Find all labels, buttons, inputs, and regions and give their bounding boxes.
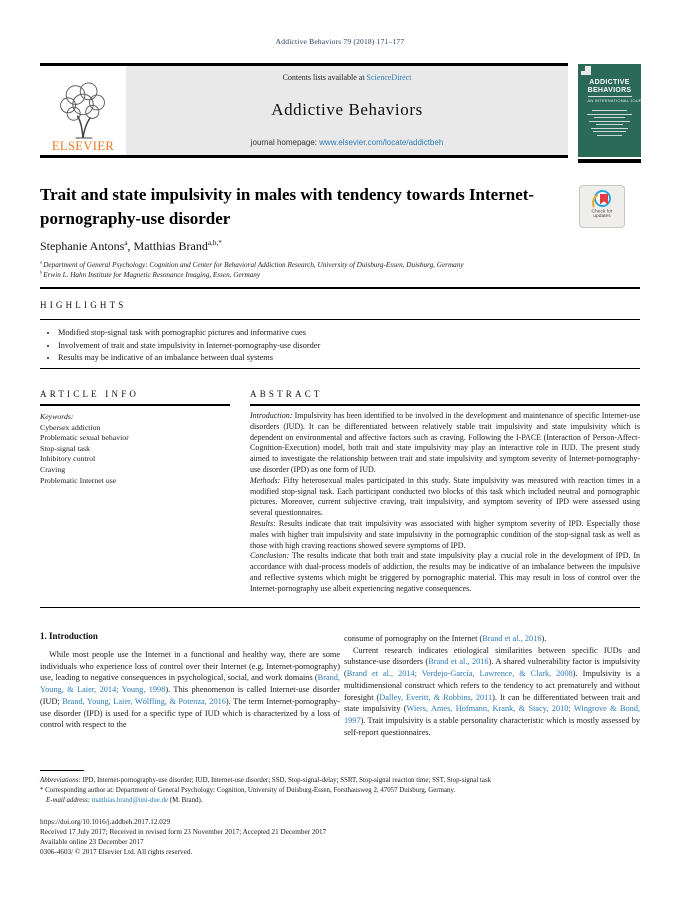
divider [40,404,230,406]
corresponding-author-footnote [40,786,640,795]
elsevier-wordmark: ELSEVIER [51,139,115,153]
text-segment: , Matthias Brand [127,239,208,253]
text-segment: Fifty heterosexual males participated in this study. State impulsivity was measured with reaction times in a modified stop-signal task. Each participant conducted two blocks of this task which included neutral and pornographic pictures. Moreover, current subjective craving, trait impulsivity, and symptom severity of IPD were assessed using several questionnaires. [250,475,640,518]
article-info-heading: ARTICLE INFO [40,389,140,399]
keyword: Craving [40,464,66,474]
text-segment: ). The term Internet-pornography-use disorder (IPD) is used for a specific type of IUD which is characterized by a loss of control with respect to the [40,696,341,730]
keyword: Problematic Internet use [40,475,117,485]
text-segment: Methods: [250,475,284,485]
highlights-list [48,327,628,365]
available-online: Available online 23 December 2017 [40,838,144,846]
text-segment: Results indicate that trait impulsivity was associated with higher symptom severity of IPD. Especially those males with higher trait impulsivity and state impulsivity in the pornographic condition of the stop-signal task as well as those with high craving reactions showed severe symptoms of IPD. [250,518,640,550]
abstract-methods [250,476,640,519]
intro-right-column [344,633,640,738]
text-segment: IPD, Internet-pornography-use disorder; IUD, Internet-use disorder; SSD, Stop-signal-delay; SSRT, Stop-signal reaction time; SST, Stop-signal task [82,777,492,784]
keyword: Problematic sexual behavior [40,433,129,443]
text-segment: a [124,239,128,247]
highlights-heading: HIGHLIGHTS [40,300,127,310]
abstract-body [250,411,640,595]
citation-link[interactable]: Wiers, Ames, Hofmann, Krank, & Stacy, 2010; Wingrove & Bond, 1997 [344,704,641,725]
text-segment: * Corresponding author at: Department of General Psychology: Cognition, University of Duisburg-Essen, Forsthausweg 2, 47057 Duisburg, Germany. [40,787,456,794]
text-segment: Abbreviations: [40,777,83,784]
divider [250,404,640,406]
homepage-prefix: journal homepage: [250,138,320,147]
journal-homepage-link[interactable]: www.elsevier.com/locate/addictbeh [319,138,444,147]
text-segment: Results: [250,518,279,528]
contents-line [130,73,564,82]
check-for-updates-badge[interactable] [579,185,625,228]
intro-left-column [40,649,340,731]
keyword: Inhibitory control [40,454,96,464]
cover-title: ADDICTIVE BEHAVIORS [587,79,632,94]
journal-title: Addictive Behaviors [271,100,423,119]
text-segment: ). It can be differentiated between trait and state impulsivity ( [344,692,640,714]
section-heading-introduction: 1. Introduction [40,631,98,641]
keyword: Stop-signal task [40,443,91,453]
affiliations [40,260,464,280]
keywords-block [40,412,235,486]
doi-link[interactable]: https://doi.org/10.1016/j.addbeh.2017.12.029 [40,818,171,826]
text-segment: ). A shared vulnerability factor is impulsivity ( [344,657,640,679]
elsevier-logo [40,66,126,155]
email-footnote [46,796,646,805]
text-segment: Introduction: [250,411,295,420]
citation-link[interactable]: Brand et al., 2016 [482,634,542,643]
elsevier-tree-icon [55,79,111,141]
text-segment: Impulsivity has been identified to be involved in the development and maintenance of specific Internet-use disorders (IUD). It can be differentiated between relatively stable trait impulsivity and state impulsivity which is dependent on environmental and affective factors such as craving. Following the I-PACE (Interaction of Person-Affect-Cognition-Execution) model, both trait and state impulsivity may play an interactive role in IUD. The present study aimed to investigate the relationship between trait and state impulsivity and symptom severity of Internet-pornography-use disorder (IPD) as one form of IUD. [250,411,640,474]
divider [40,368,640,369]
highlight-item: • Involvement of trait and state impulsivity in Internet-pornography-use disorder [58,340,628,351]
cover-subtitle: AN INTERNATIONAL JOURNAL [587,98,651,103]
text-segment: ). [541,634,547,643]
citation-link[interactable]: matthias.brand@uni-due.de [91,797,169,804]
text-segment: b [40,269,44,275]
citation-link[interactable]: Brand, Young, & Laier, 2014; Young, 1998 [40,673,340,695]
abstract-conclusion [250,551,640,594]
affiliation-b [40,270,464,280]
text-segment: consume of pornography on the Internet ( [344,634,483,643]
text-segment: Department of General Psychology: Cognition and Center for Behavioral Addiction Research, University of Duisburg-Essen, Duisburg, Germany [43,261,464,269]
citation-link[interactable]: Dalley, Everitt, & Robbins, 2011 [379,692,493,702]
abbreviations-footnote [40,776,640,785]
footnote-divider [40,770,84,771]
text-segment: ). This phenomenon is called Internet-use disorder (IUD; [40,685,340,706]
intro-paragraph-continued [344,633,640,645]
highlight-item: • Results may be indicative of an imbalance between dual systems [58,352,628,363]
crossmark-icon [594,190,611,207]
article-title: Trait and state impulsivity in males with tendency towards Internet-pornography-use disorder [40,185,535,228]
citation-link[interactable]: Brand, Young, Laier, Wölfling, & Potenza, 2016 [62,696,226,706]
text-segment: While most people use the Internet in a functional and healthy way, there are some individuals who experience loss of control over their Internet (e.g. Internet-pornography) use, leading to negative consequences in psychological, social, and work domains ( [40,650,340,683]
text-segment: (M. Brand). [168,797,203,804]
text-segment: Conclusion: [250,551,292,561]
highlight-item: • Modified stop-signal task with pornographic pictures and informative cues [58,327,628,338]
intro-paragraph [344,645,640,739]
intro-paragraph [40,649,340,731]
cover-corner-mark-icon [581,66,585,71]
journal-cover-thumbnail[interactable] [578,64,651,157]
text-segment: a,b,* [207,239,222,247]
journal-masthead-banner [40,63,568,158]
abstract-heading: ABSTRACT [250,389,323,399]
divider [40,607,640,608]
text-segment: Erwin L. Hahn Institute for Magnetic Resonance Imaging, Essen, Germany [43,271,261,279]
check-updates-label: Check for updates [591,209,613,220]
divider [40,319,640,320]
bookmark-icon [600,194,608,205]
text-segment: ). Impulsivity is a multidimensional construct which refers to the tendency to act prematurely and without foresight ( [344,669,640,702]
text-segment: The results indicate that both trait and state impulsivity play a crucial role in the development of IPD. In accordance with dual-process models of addiction, the results may be indicative of an imbalance between the impulsive and reflective systems which might be triggered by pornographic material. This may result in loss of control over the Internet-pornography use albeit experiencing negative consequences. [250,551,640,593]
keywords-label: Keywords: [40,412,74,421]
contents-prefix: Contents lists available at [282,73,367,82]
sciencedirect-link[interactable]: ScienceDirect [366,73,412,82]
abstract-introduction [250,411,640,476]
citation-link[interactable]: Brand et al., 2016 [428,657,489,667]
cover-bottom-bar [578,159,641,163]
copyright-line: 0306-4603/ © 2017 Elsevier Ltd. All rights reserved. [40,848,193,856]
abstract-results [250,519,640,551]
affiliation-a [40,260,464,270]
homepage-line [130,138,564,147]
text-segment: E-mail address: [46,797,92,804]
text-segment: ). Trait impulsivity is a stable personality characteristic which is mostly assessed by self-report questionnaires. [344,715,640,737]
author-list [40,239,222,254]
text-segment: Current research indicates etiological similarities between specific IUDs and substance-use disorders ( [344,645,640,667]
text-segment: Stephanie Antons [40,239,125,253]
text-segment: a [40,259,44,265]
divider [40,287,640,289]
received-dates: Received 17 July 2017; Received in revised form 23 November 2017; Accepted 21 December 2017 [40,828,327,836]
running-head-citation: Addictive Behaviors 79 (2018) 171–177 [275,37,405,46]
masthead-center [126,66,568,155]
keyword: Cybersex addiction [40,422,101,432]
cover-text-lines-decoration [578,110,641,136]
citation-link[interactable]: Brand et al., 2014; Verdejo-García, Lawrence, & Clark, 2008 [346,669,573,679]
